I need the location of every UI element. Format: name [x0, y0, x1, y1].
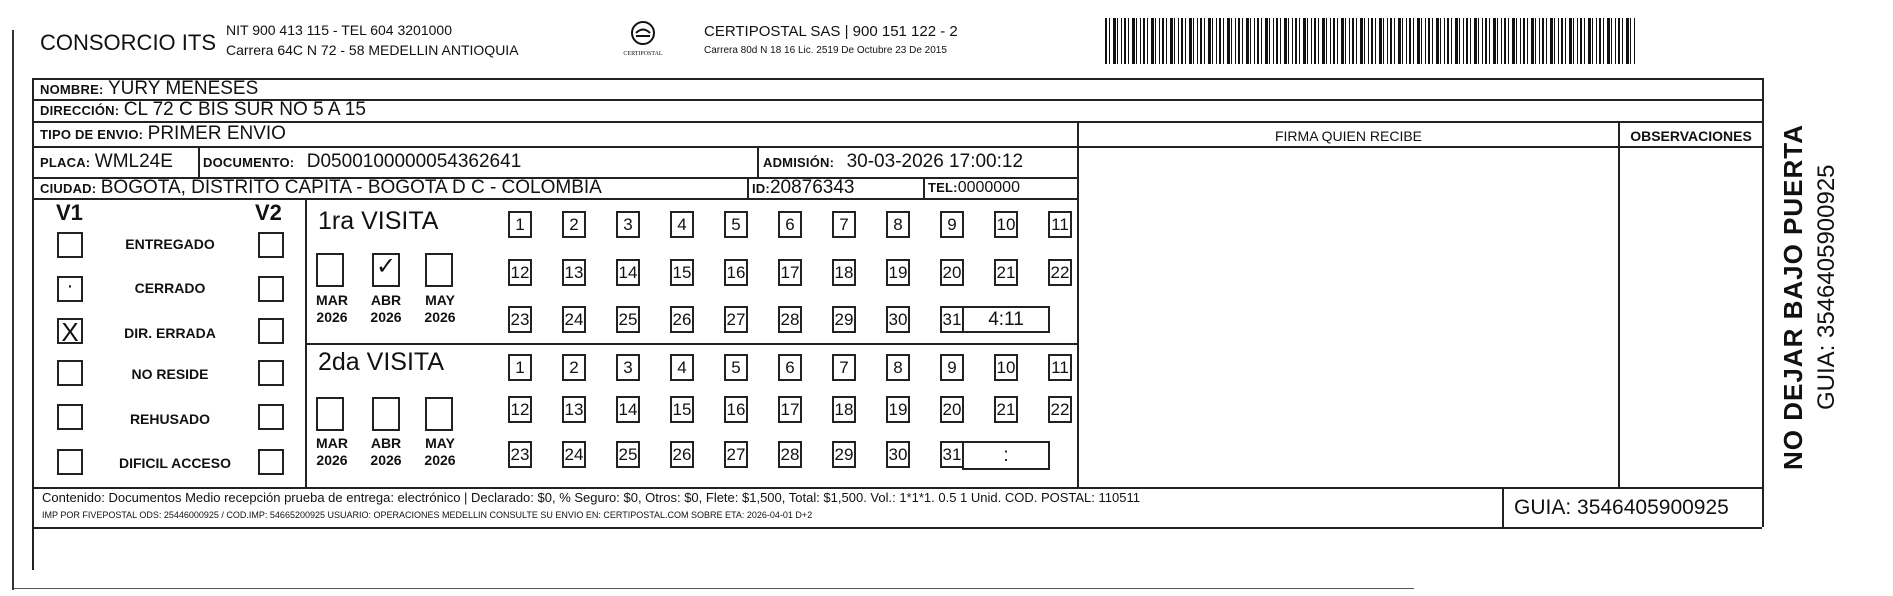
- logo-icon: [628, 20, 658, 46]
- ciudad-field: [40, 177, 602, 199]
- second-visit-day-box[interactable]: 15: [670, 396, 694, 423]
- col-tel: [923, 177, 925, 198]
- tipo-label: TIPO DE ENVIO:: [40, 127, 144, 142]
- first-visit-day-box[interactable]: 13: [562, 259, 586, 286]
- month-label: MAY: [425, 292, 455, 308]
- v2-checkbox-rehusado[interactable]: [258, 404, 284, 430]
- second-visit-day-box[interactable]: 11: [1048, 354, 1072, 381]
- month-label: MAR: [316, 435, 348, 451]
- second-month-abr: [366, 435, 406, 469]
- admision-value: 30-03-2026 17:00:12: [846, 151, 1024, 172]
- tel-label: TEL:: [928, 180, 958, 195]
- tel-value: 0000000: [957, 179, 1020, 196]
- first-visit-day-box[interactable]: 11: [1048, 211, 1072, 238]
- status-label-1: CERRADO: [134, 280, 206, 296]
- documento-label: DOCUMENTO:: [203, 155, 295, 170]
- documento-field: [203, 151, 521, 173]
- certipostal-logo: [620, 20, 666, 57]
- tel-field: [928, 179, 1020, 197]
- id-label: ID:: [752, 181, 770, 196]
- status-label-3: NO RESIDE: [131, 366, 209, 382]
- first-visit-day-box[interactable]: 21: [994, 259, 1018, 286]
- first-visit-day-box[interactable]: 30: [886, 306, 910, 333]
- month-label: ABR: [370, 292, 402, 308]
- second-visit-day-box[interactable]: 16: [724, 396, 748, 423]
- id-field: [752, 177, 854, 199]
- first-visit-day-box[interactable]: 6: [778, 211, 802, 238]
- second-month-box-mar[interactable]: [316, 397, 344, 431]
- ciudad-value: BOGOTA, DISTRITO CAPITA - BOGOTA D C - COLOMBIA: [100, 177, 602, 198]
- col-obs-left: [1618, 121, 1620, 487]
- second-visit-day-box[interactable]: 7: [832, 354, 856, 381]
- first-visit-day-box[interactable]: 20: [940, 259, 964, 286]
- year-label: 2026: [424, 452, 456, 468]
- first-visit-day-box[interactable]: 14: [616, 259, 640, 286]
- second-visit-day-box[interactable]: 21: [994, 396, 1018, 423]
- second-month-box-abr[interactable]: [372, 397, 400, 431]
- col-id: [747, 177, 749, 198]
- second-visit-day-box[interactable]: 17: [778, 396, 802, 423]
- v1-header: V1: [56, 200, 83, 225]
- nombre-label: NOMBRE:: [40, 82, 104, 97]
- v2-checkbox-no-reside[interactable]: [258, 360, 284, 386]
- col-firma-left: [1077, 121, 1079, 487]
- first-visit-day-box[interactable]: 10: [994, 211, 1018, 238]
- address-line: Carrera 64C N 72 - 58 MEDELLIN ANTIOQUIA: [226, 42, 519, 58]
- v1-checkbox-rehusado[interactable]: [57, 404, 83, 430]
- v1-checkbox-cerrado[interactable]: ·: [57, 276, 83, 302]
- rule-6: [305, 343, 1077, 345]
- page-edge: [12, 30, 16, 590]
- first-visit-day-box[interactable]: 4: [670, 211, 694, 238]
- second-visit-day-box[interactable]: 31: [940, 441, 964, 468]
- v2-checkbox-dificil-acceso[interactable]: [258, 449, 284, 475]
- id-value: 20876343: [769, 177, 855, 198]
- documento-value: D0500100000054362641: [306, 151, 522, 172]
- col-admision: [757, 146, 759, 177]
- second-visit-day-box[interactable]: 18: [832, 396, 856, 423]
- firma-header: FIRMA QUIEN RECIBE: [1274, 128, 1423, 144]
- second-visit-day-box[interactable]: 14: [616, 396, 640, 423]
- second-visit-day-box[interactable]: 20: [940, 396, 964, 423]
- year-label: 2026: [370, 452, 402, 468]
- placa-label: PLACA:: [40, 155, 91, 170]
- status-label-0: ENTREGADO: [125, 236, 215, 252]
- side-guia: GUIA: 3546405900925: [1813, 164, 1840, 410]
- second-visit-day-box[interactable]: 27: [724, 441, 748, 468]
- second-visit-title: 2da VISITA: [318, 348, 444, 376]
- v2-checkbox-cerrado[interactable]: [258, 276, 284, 302]
- rule-2: [32, 121, 1762, 123]
- first-visit-day-box[interactable]: 7: [832, 211, 856, 238]
- first-visit-day-box[interactable]: 5: [724, 211, 748, 238]
- second-visit-day-box[interactable]: 26: [670, 441, 694, 468]
- first-visit-title: 1ra VISITA: [318, 207, 439, 235]
- barcode: [1105, 18, 1637, 64]
- imp-line: IMP POR FIVEPOSTAL ODS: 25446000925 / COD.IMP: 54665200925 USUARIO: OPERACIONES MEDELLIN CONSULTE SU ENVIO EN: CERTIPOSTAL.COM SOBRE ETA: 2026-04-01 D+2: [42, 510, 813, 520]
- second-visit-day-box[interactable]: 8: [886, 354, 910, 381]
- nombre-value: YURY MENESES: [107, 78, 259, 99]
- company-name: CONSORCIO ITS: [40, 30, 217, 55]
- v2-checkbox-entregado[interactable]: [258, 232, 284, 258]
- month-label: MAY: [425, 435, 455, 451]
- direccion-row: [40, 99, 366, 121]
- second-visit-day-box[interactable]: 13: [562, 396, 586, 423]
- tipo-value: PRIMER ENVIO: [147, 123, 286, 144]
- month-label: MAR: [316, 292, 348, 308]
- col-right: [1762, 78, 1764, 527]
- first-visit-day-box[interactable]: 23: [508, 306, 532, 333]
- placa-value: WML24E: [94, 151, 173, 172]
- month-label: ABR: [370, 435, 402, 451]
- col-footer-guia: [1502, 487, 1504, 527]
- contenido-line: Contenido: Documentos Medio recepción prueba de entrega: electrónico | Declarado: $0, % Seguro: $0, Otros: $0, Flete: $1,500, Total: $1,500. Vol.: 1*1*1. 0.5 1 Unid. COD. POSTAL: 110511: [42, 490, 1140, 505]
- placa-field: [40, 151, 173, 173]
- first-visit-day-box[interactable]: 26: [670, 306, 694, 333]
- year-label: 2026: [316, 452, 348, 468]
- first-visit-time[interactable]: 4:11: [962, 306, 1050, 333]
- footer-guia: GUIA: 3546405900925: [1514, 496, 1729, 519]
- second-visit-day-box[interactable]: 30: [886, 441, 910, 468]
- v1-checkbox-dificil-acceso[interactable]: [57, 449, 83, 475]
- v1-checkbox-dir-errada[interactable]: X: [57, 318, 83, 344]
- first-visit-day-box[interactable]: 8: [886, 211, 910, 238]
- admision-label: ADMISIÓN:: [763, 155, 835, 170]
- direccion-label: DIRECCIÓN:: [40, 103, 120, 118]
- second-visit-day-box[interactable]: 1: [508, 354, 532, 381]
- first-visit-day-box[interactable]: 22: [1048, 259, 1072, 286]
- certipostal-line: CERTIPOSTAL SAS | 900 151 122 - 2: [704, 23, 958, 40]
- second-visit-day-box[interactable]: 25: [616, 441, 640, 468]
- v2-header: V2: [255, 200, 282, 225]
- first-visit-day-box[interactable]: 12: [508, 259, 532, 286]
- first-visit-day-box[interactable]: 2: [562, 211, 586, 238]
- first-visit-day-box[interactable]: 3: [616, 211, 640, 238]
- logo-text: CERTIPOSTAL: [623, 51, 663, 57]
- rule-3: [32, 146, 1762, 148]
- year-label: 2026: [370, 309, 402, 325]
- first-visit-day-box[interactable]: 29: [832, 306, 856, 333]
- rule-8: [32, 527, 1762, 529]
- no-dejar-bajo-puerta: NO DEJAR BAJO PUERTA: [1778, 123, 1808, 470]
- second-month-may: [420, 435, 460, 469]
- first-visit-day-box[interactable]: 19: [886, 259, 910, 286]
- second-month-box-may[interactable]: [425, 397, 453, 431]
- second-visit-day-box[interactable]: 24: [562, 441, 586, 468]
- second-visit-day-box[interactable]: 22: [1048, 396, 1072, 423]
- col-placa-doc: [198, 146, 200, 177]
- v2-checkbox-dir-errada[interactable]: [258, 318, 284, 344]
- second-visit-day-box[interactable]: 6: [778, 354, 802, 381]
- first-visit-day-box[interactable]: 31: [940, 306, 964, 333]
- second-visit-day-box[interactable]: 19: [886, 396, 910, 423]
- v1-checkbox-entregado[interactable]: [57, 232, 83, 258]
- first-visit-day-box[interactable]: 15: [670, 259, 694, 286]
- first-visit-day-box[interactable]: 24: [562, 306, 586, 333]
- first-month-box-may[interactable]: [425, 253, 453, 287]
- nit-line: NIT 900 413 115 - TEL 604 3201000: [226, 22, 452, 38]
- first-visit-day-box[interactable]: 18: [832, 259, 856, 286]
- first-month-may: [420, 292, 460, 326]
- second-visit-day-box[interactable]: 10: [994, 354, 1018, 381]
- license-line: Carrera 80d N 18 16 Lic. 2519 De Octubre 23 De 2015: [704, 45, 947, 56]
- second-visit-time[interactable]: :: [962, 441, 1050, 470]
- second-visit-day-box[interactable]: 23: [508, 441, 532, 468]
- first-visit-day-box[interactable]: 28: [778, 306, 802, 333]
- col-visits-left: [305, 198, 307, 487]
- first-month-abr: [366, 292, 406, 326]
- first-month-mar: [312, 292, 352, 326]
- second-visit-day-box[interactable]: 3: [616, 354, 640, 381]
- v1-checkbox-no-reside[interactable]: [57, 360, 83, 386]
- second-visit-day-box[interactable]: 12: [508, 396, 532, 423]
- first-visit-day-box[interactable]: 17: [778, 259, 802, 286]
- first-visit-day-box[interactable]: 25: [616, 306, 640, 333]
- status-label-5: DIFICIL ACCESO: [118, 455, 231, 471]
- first-visit-day-box[interactable]: 27: [724, 306, 748, 333]
- status-label-4: REHUSADO: [129, 411, 211, 427]
- second-month-mar: [312, 435, 352, 469]
- second-visit-day-box[interactable]: 29: [832, 441, 856, 468]
- observaciones-header: OBSERVACIONES: [1630, 128, 1752, 144]
- admision-field: [763, 151, 1023, 173]
- second-visit-day-box[interactable]: 5: [724, 354, 748, 381]
- year-label: 2026: [316, 309, 348, 325]
- first-visit-day-box[interactable]: 16: [724, 259, 748, 286]
- status-label-2: DIR. ERRADA: [124, 325, 216, 341]
- first-month-box-abr[interactable]: ✓: [372, 253, 400, 287]
- nombre-row: [40, 78, 258, 100]
- page-bottom-edge: [14, 588, 1414, 589]
- first-month-box-mar[interactable]: [316, 253, 344, 287]
- direccion-value: CL 72 C BIS SUR NO 5 A 15: [123, 99, 366, 120]
- first-visit-day-box[interactable]: 9: [940, 211, 964, 238]
- second-visit-day-box[interactable]: 28: [778, 441, 802, 468]
- tipo-row: [40, 123, 286, 145]
- year-label: 2026: [424, 309, 456, 325]
- first-visit-day-box[interactable]: 1: [508, 211, 532, 238]
- second-visit-day-box[interactable]: 4: [670, 354, 694, 381]
- ciudad-label: CIUDAD:: [40, 181, 97, 196]
- second-visit-day-box[interactable]: 9: [940, 354, 964, 381]
- second-visit-day-box[interactable]: 2: [562, 354, 586, 381]
